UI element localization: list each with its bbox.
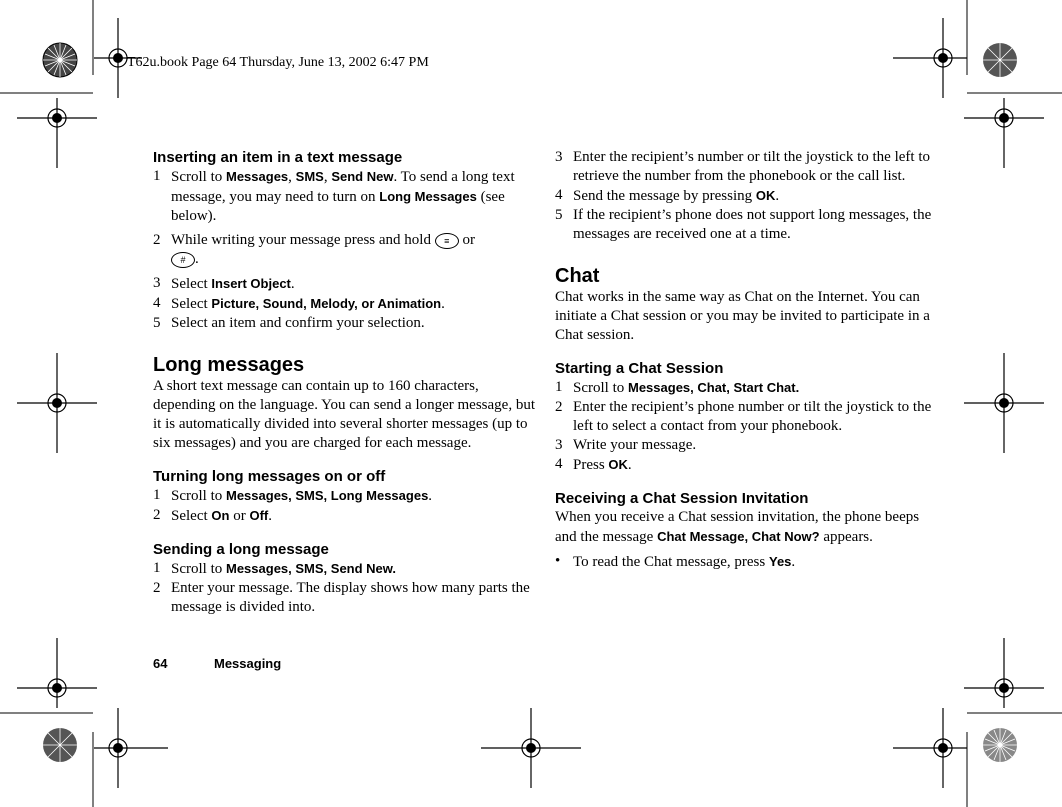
list-item: 1 Scroll to Messages, SMS, Send New. (153, 560, 397, 577)
reg-mark (964, 638, 1044, 708)
list-item: 4 Press OK. (555, 456, 632, 473)
list-item: 2 Select On or Off. (153, 507, 272, 524)
list-item: 3 Enter the recipient’s number or tilt the joystick to the left to retrieve the number from the phonebook or the call list. (555, 149, 930, 184)
list-item: 2 While writing your message press and hold ≡ or # . (153, 232, 475, 267)
list-item: 5 Select an item and confirm your selection. (153, 315, 425, 331)
paragraph: A short text message can contain up to 160 characters, depending on the language. You can send a longer message, but it is automatically divided into several shorter messages (up to six messages) and you are charged for each message. (153, 378, 535, 451)
section-title: Starting a Chat Session (555, 360, 724, 377)
section-title: Sending a long message (153, 541, 329, 558)
reg-mark (964, 98, 1044, 168)
right-column (555, 148, 940, 572)
section-title: Inserting an item in a text message (153, 149, 403, 166)
list-item: 1 Scroll to Messages, SMS, Send New. To send a long text message, you may need to turn on Long Messages (see below). (153, 168, 515, 224)
bullet-item: • To read the Chat message, press Yes. (555, 553, 796, 570)
reg-mark (17, 98, 97, 168)
paragraph: Chat works in the same way as Chat on the Internet. You can initiate a Chat session or you may be invited to participate in a Chat session. (555, 289, 930, 343)
left-column (153, 148, 543, 617)
page-footer (153, 656, 281, 671)
list-item: 3 Select Insert Object. (153, 275, 295, 292)
list-item: 4 Send the message by pressing OK. (555, 187, 780, 204)
menu-key-icon: ≡ (435, 233, 459, 249)
list-item: 1 Scroll to Messages, Chat, Start Chat. (555, 379, 800, 396)
section-heading: Chat (555, 265, 600, 287)
paragraph: When you receive a Chat session invitation, the phone beeps and the message Chat Message, Chat Now? appears. (555, 509, 920, 545)
hash-key-icon: # (171, 252, 195, 268)
reg-mark (17, 638, 97, 708)
list-item: 4 Select Picture, Sound, Melody, or Animation. (153, 295, 445, 312)
list-item: 5 If the recipient’s phone does not support long messages, the messages are received one at a time. (555, 207, 932, 242)
section-title: Turning long messages on or off (153, 468, 386, 485)
reg-mark (94, 708, 168, 788)
reg-mark (893, 18, 967, 98)
page-number: 64 (153, 656, 168, 671)
section-heading: Long messages (153, 354, 305, 376)
print-header: T62u.book Page 64 Thursday, June 13, 2002 6:47 PM (127, 55, 429, 70)
list-item: 2 Enter your message. The display shows how many parts the message is divided into. (153, 580, 530, 615)
list-item: 1 Scroll to Messages, SMS, Long Messages. (153, 487, 433, 504)
section-title: Receiving a Chat Session Invitation (555, 490, 809, 507)
section-name: Messaging (214, 656, 282, 671)
list-item: 3 Write your message. (555, 437, 697, 453)
list-item: 2 Enter the recipient’s phone number or tilt the joystick to the left to select a contact from your phonebook. (555, 399, 932, 434)
reg-mark (893, 708, 967, 788)
